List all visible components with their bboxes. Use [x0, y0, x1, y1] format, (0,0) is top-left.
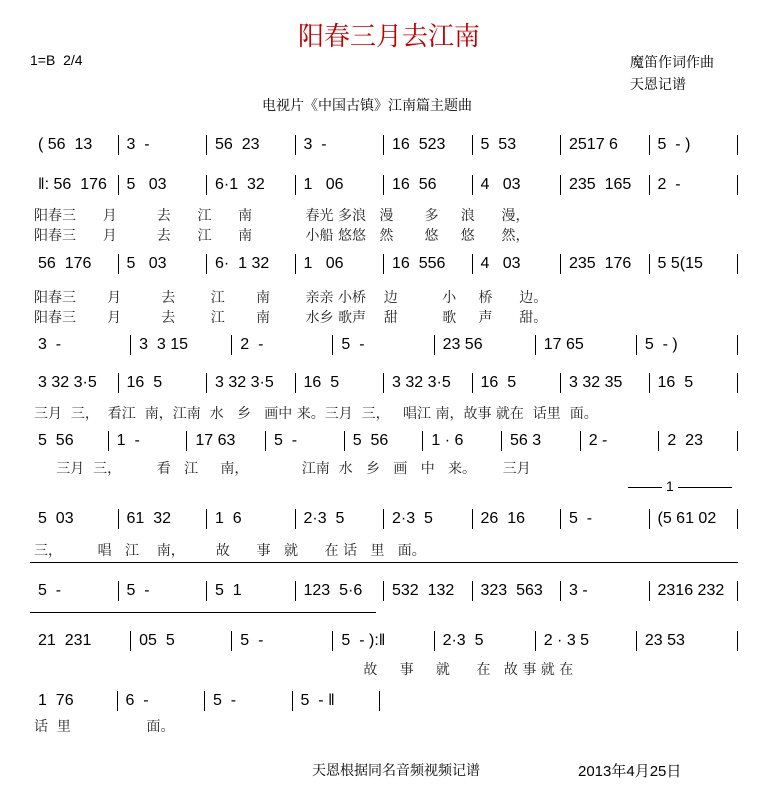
- measure: 5 -: [569, 510, 593, 527]
- bar-line: [737, 335, 738, 355]
- measure: 3 -: [38, 336, 62, 353]
- bar-line: [737, 373, 738, 393]
- measure: 05 5: [139, 632, 175, 649]
- measure: ‖: 56 176: [38, 176, 107, 193]
- volta-bracket-line: [30, 612, 376, 613]
- measure: 16 56: [392, 176, 437, 193]
- lyrics-line: 故 事 就 在 故 事 就 在: [34, 662, 574, 678]
- measure: 16 5: [480, 374, 517, 391]
- measure: 5 - ): [644, 336, 678, 353]
- lyrics-line: 三月 三， 看 江 南， 江南 水 乡 画 中 来。 三月: [34, 461, 531, 477]
- measure: 5 03: [126, 255, 167, 272]
- song-title: 阳春三月去江南: [297, 22, 480, 52]
- measure: 2 -: [588, 432, 608, 449]
- lyrics-line: 三月 三， 看江 南，江南 水 乡 画中 来。三月 三， 唱江 南，故事 就在 话里 面。: [34, 406, 598, 422]
- measure: 16 556: [392, 255, 446, 272]
- notation-row: [30, 174, 738, 196]
- measure: 2 · 3 5: [543, 632, 590, 649]
- measure: 1 -: [116, 432, 140, 449]
- bar-line: [737, 581, 738, 601]
- measure: 2 -: [657, 176, 681, 193]
- measure: (5 61 02: [657, 510, 717, 527]
- measure: 3 32 3·5: [215, 374, 274, 391]
- measure: 5 -: [240, 632, 264, 649]
- measure: 3 -: [569, 582, 588, 599]
- lyrics-line: 阳春三 月 去 江 南 水乡 歌声 甜 歌 声 甜。: [34, 310, 548, 326]
- measure: 16 5: [126, 374, 163, 391]
- measure: ( 56 13: [38, 136, 93, 153]
- measure: 123 5·6: [303, 582, 363, 599]
- divider-line: [30, 562, 738, 563]
- measure: 235 176: [569, 255, 632, 272]
- lyrics-line: 阳春三 月 去 江 南 春光 多浪 漫 多 浪 漫，: [34, 208, 530, 224]
- measure: 5 -: [126, 582, 150, 599]
- transcriber: 天恩记谱: [630, 77, 686, 93]
- measure: 6· 1 32: [215, 255, 270, 272]
- notation-row: [30, 253, 738, 275]
- measure: 5 -: [213, 692, 237, 709]
- lyrics-line: 阳春三 月 去 江 南 小船 悠悠 然 悠 悠 然，: [34, 228, 530, 244]
- measure: 5 1: [215, 582, 242, 599]
- bar-line: [737, 509, 738, 529]
- measure: 2 23: [667, 432, 703, 449]
- notation-row: [30, 372, 738, 394]
- notation-row: [30, 508, 738, 530]
- measure: 56 176: [38, 255, 92, 272]
- measure: 5 -: [274, 432, 298, 449]
- measure: 5 03: [126, 176, 167, 193]
- measure: 2517 6: [569, 136, 618, 153]
- measure: 5 53: [480, 136, 517, 153]
- key-signature: 1=B 2/4: [30, 52, 83, 68]
- bar-line: [737, 175, 738, 195]
- notation-row: [30, 430, 738, 452]
- measure: 56 23: [215, 136, 260, 153]
- measure: 5 - ): [657, 136, 691, 153]
- measure: 23 56: [442, 336, 483, 353]
- measure: 3 32 3·5: [392, 374, 451, 391]
- bar-line: [379, 691, 380, 711]
- lyrics-line: 三， 唱 江 南， 故 事 就 在 话 里 面。: [34, 543, 426, 559]
- measure: 2·3 5: [442, 632, 484, 649]
- measure: 21 231: [38, 632, 92, 649]
- measure: 3 32 3·5: [38, 374, 97, 391]
- measure: 56 3: [510, 432, 542, 449]
- measure: 2316 232: [657, 582, 725, 599]
- measure: 6·1 32: [215, 176, 265, 193]
- measure: 235 165: [569, 176, 632, 193]
- notation-row: [30, 690, 380, 712]
- lyrics-line: 话 里 面。: [34, 719, 175, 735]
- bar-line: [737, 431, 738, 451]
- measure: 1 · 6: [431, 432, 464, 449]
- measure: 23 53: [644, 632, 685, 649]
- notation-row: [30, 630, 738, 652]
- footer-date: 2013年4月25日: [578, 763, 682, 780]
- lyrics-line: 阳春三 月 去 江 南 亲亲 小桥 边 小 桥 边。: [34, 290, 548, 306]
- measure: 5 03: [38, 510, 74, 527]
- measure: 26 16: [480, 510, 525, 527]
- measure: 61 32: [126, 510, 171, 527]
- measure: 1 06: [303, 176, 344, 193]
- notation-row: [30, 334, 738, 356]
- measure: 6 -: [125, 692, 149, 709]
- bar-line: [737, 631, 738, 651]
- measure: 4 03: [480, 176, 521, 193]
- volta-number: 1: [662, 478, 678, 494]
- measure: 2 -: [240, 336, 264, 353]
- measure: 2·3 5: [392, 510, 433, 527]
- measure: 17 63: [195, 432, 236, 449]
- measure: 5 - ‖: [300, 692, 335, 709]
- measure: 4 03: [480, 255, 521, 272]
- volta-line: [628, 487, 732, 488]
- measure: 5 5(15: [657, 255, 703, 272]
- notation-row: [30, 134, 738, 156]
- measure: 1 6: [215, 510, 242, 527]
- measure: 16 5: [303, 374, 340, 391]
- measure: 2·3 5: [303, 510, 345, 527]
- footer-note: 天恩根据同名音频视频记谱: [312, 763, 480, 779]
- measure: 17 65: [543, 336, 584, 353]
- notation-row: [30, 580, 738, 602]
- measure: 5 -: [38, 582, 62, 599]
- measure: 5 56: [38, 432, 74, 449]
- measure: 323 563: [480, 582, 543, 599]
- measure: 16 523: [392, 136, 446, 153]
- measure: 5 -: [341, 336, 365, 353]
- bar-line: [737, 135, 738, 155]
- measure: 532 132: [392, 582, 455, 599]
- measure: 1 76: [38, 692, 74, 709]
- measure: 3 3 15: [139, 336, 189, 353]
- measure: 3 -: [126, 136, 150, 153]
- measure: 1 06: [303, 255, 344, 272]
- lyricist-composer: 魔笛作词作曲: [630, 55, 714, 71]
- measure: 5 56: [352, 432, 389, 449]
- subtitle: 电视片《中国古镇》江南篇主题曲: [262, 98, 472, 114]
- measure: 16 5: [657, 374, 694, 391]
- bar-line: [737, 254, 738, 274]
- measure: 3 32 35: [569, 374, 623, 391]
- measure: 3 -: [303, 136, 327, 153]
- measure: 5 - ):‖: [341, 632, 386, 649]
